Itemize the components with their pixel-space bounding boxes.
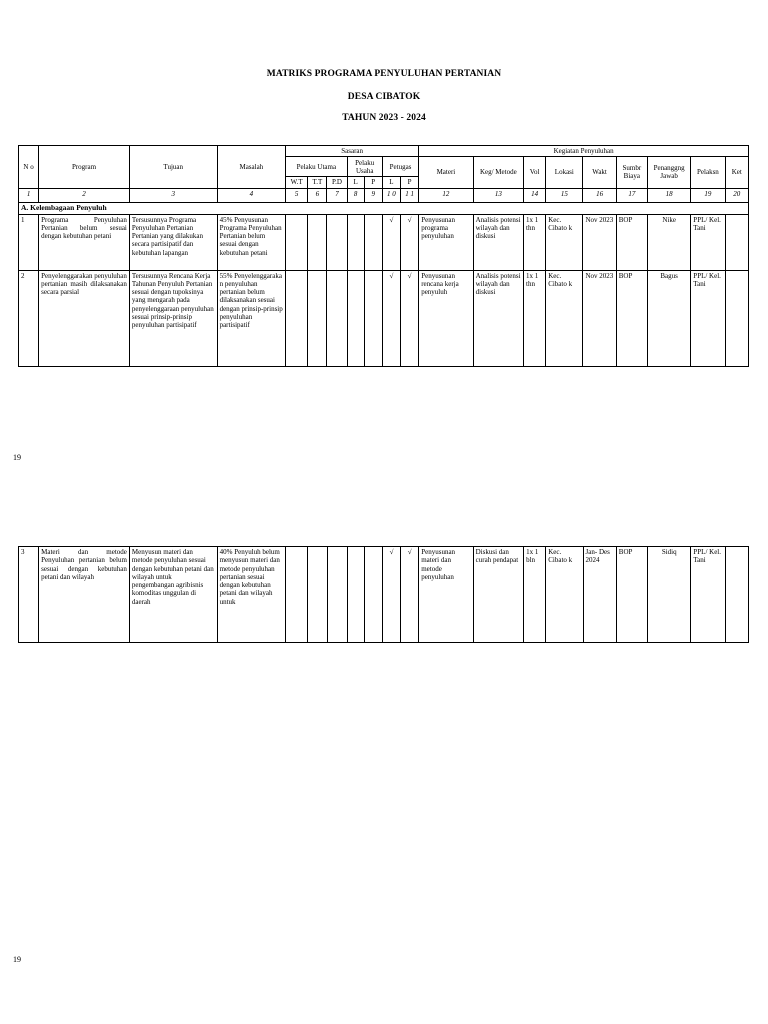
header-masalah: Masalah (217, 146, 286, 189)
header-sub-p: P (400, 177, 418, 188)
row-cell-empty (286, 270, 308, 366)
row-check-petugas-p: √ (400, 214, 418, 270)
row-materi: Penyusunan materi dan metode penyuluhan (419, 547, 473, 643)
header-tujuan: Tujuan (129, 146, 217, 189)
row-no: 3 (19, 547, 39, 643)
row-masalah: 45% Penyusunan Programa Penyuluhan Pertanian belum sesuai dengan kebutuhan petani (217, 214, 286, 270)
row-metode: Analisis potensi wilayah dan diskusi (473, 214, 523, 270)
header-penanggung-jawab: Penanggng Jawab (647, 157, 690, 188)
header-materi: Materi (419, 157, 473, 188)
row-pelaksana: PPL/ Kel. Tani (691, 270, 725, 366)
row-no: 2 (19, 270, 39, 366)
column-number-row (19, 188, 749, 202)
row-biaya: BOP (616, 547, 647, 643)
row-check-petugas-p: √ (401, 547, 419, 643)
row-metode: Diskusi dan curah pendapat (473, 547, 523, 643)
row-cell-empty (308, 214, 327, 270)
row-waktu: Nov 2023 (583, 270, 616, 366)
row-biaya: BOP (616, 270, 647, 366)
row-check-petugas-p: √ (400, 270, 418, 366)
column-number: 16 (583, 188, 616, 202)
column-number: 1 0 (382, 188, 400, 202)
row-tujuan: Menyusun materi dan metode penyuluhan sesuai dengan kebutuhan petani dan wilayah untuk pengembangan agribisnis komoditas unggulan di daerah (129, 547, 217, 643)
row-cell-empty (347, 270, 364, 366)
row-biaya: BOP (616, 214, 647, 270)
column-number: 12 (419, 188, 473, 202)
row-cell-empty (327, 547, 347, 643)
row-penanggung-jawab: Bagus (647, 270, 690, 366)
header-pelaksana: Pelaksn (691, 157, 725, 188)
column-number: 5 (286, 188, 308, 202)
column-number: 8 (347, 188, 364, 202)
row-vol: 1x 1 bln (524, 547, 546, 643)
row-cell-empty (308, 547, 327, 643)
column-number: 15 (546, 188, 583, 202)
row-penanggung-jawab: Nike (647, 214, 690, 270)
row-program: Materi dan metode Penyuluhan pertanian belum sesuai dengan kebutuhan petani dan wilayah (39, 547, 130, 643)
header-pelaku-usaha: Pelaku Usaha (347, 157, 382, 177)
row-masalah: 55% Penyelenggaraka n penyuluhan pertanian belum dilaksanakan sesuai dengan prinsip-prinsip penyuluhan partisipatif (217, 270, 286, 366)
row-vol: 1x 1 thn (524, 214, 546, 270)
row-pelaksana: PPL/ Kel. Tani (691, 214, 725, 270)
header-lokasi: Lokasi (546, 157, 583, 188)
section-heading: A. Kelembagaan Penyuluh (19, 202, 749, 214)
row-check-petugas-l: √ (382, 270, 400, 366)
row-ket (725, 270, 748, 366)
row-check-petugas-l: √ (382, 547, 400, 643)
matrix-table-part-1 (18, 145, 749, 367)
row-pelaksana: PPL/ Kel. Tani (691, 547, 725, 643)
column-number: 1 1 (400, 188, 418, 202)
header-no: N o (19, 146, 39, 189)
row-waktu: Jan- Des 2024 (583, 547, 616, 643)
column-number: 20 (725, 188, 748, 202)
row-cell-empty (327, 270, 347, 366)
row-cell-empty (364, 547, 382, 643)
header-sumber-biaya: Sumbr Biaya (616, 157, 647, 188)
header-ket: Ket (725, 157, 748, 188)
page-number: 19 (13, 453, 21, 462)
row-cell-empty (347, 214, 364, 270)
header-sub-p: P (364, 177, 382, 188)
matrix-table-part-2 (18, 546, 749, 643)
row-lokasi: Kec. Cibato k (546, 270, 583, 366)
header-vol: Vol (524, 157, 546, 188)
header-pelaku-utama: Pelaku Utama (286, 157, 347, 177)
column-number: 2 (39, 188, 130, 202)
column-number: 1 (19, 188, 39, 202)
column-number: 6 (308, 188, 327, 202)
table-row (19, 270, 749, 366)
row-waktu: Nov 2023 (583, 214, 616, 270)
header-program: Program (39, 146, 130, 189)
row-cell-empty (364, 270, 382, 366)
row-penanggung-jawab: Sidiq (648, 547, 691, 643)
header-sub-l: L (382, 177, 400, 188)
row-check-petugas-l: √ (382, 214, 400, 270)
header-sub-wt: W.T (286, 177, 308, 188)
header-sub-l: L (347, 177, 364, 188)
page-number: 19 (13, 955, 21, 964)
column-number: 13 (473, 188, 523, 202)
row-materi: Penyusunan programa penyuluhan (419, 214, 473, 270)
row-program: Penyelenggarakan penyuluhan pertanian masih dilaksanakan secara parsial (39, 270, 130, 366)
header-keg-metode: Keg/ Metode (473, 157, 523, 188)
header-sub-pd: P.D (327, 177, 347, 188)
row-masalah: 40% Penyuluh belum menyusun materi dan metode penyuluhan pertanian sesuai dengan kebutuhan petani dan wilayah untuk (217, 547, 286, 643)
document-title: MATRIKS PROGRAMA PENYULUHAN PERTANIAN (266, 69, 502, 79)
column-number: 14 (524, 188, 546, 202)
column-number: 19 (691, 188, 725, 202)
header-waktu: Wakt (583, 157, 616, 188)
table-row (19, 547, 749, 643)
document-subtitle-village: DESA CIBATOK (347, 92, 421, 102)
column-number: 4 (217, 188, 286, 202)
header-sub-tt: T.T (308, 177, 327, 188)
row-cell-empty (286, 214, 308, 270)
column-number: 3 (129, 188, 217, 202)
column-number: 17 (616, 188, 647, 202)
row-cell-empty (364, 214, 382, 270)
header-kegiatan: Kegiatan Penyuluhan (419, 146, 749, 157)
row-ket (725, 547, 748, 643)
column-number: 18 (647, 188, 690, 202)
row-program: Programa Penyuluhan Pertanian belum sesuai dengan kebutuhan petani (39, 214, 130, 270)
column-number: 7 (327, 188, 347, 202)
row-cell-empty (308, 270, 327, 366)
column-number: 9 (364, 188, 382, 202)
row-lokasi: Kec. Cibato k (546, 214, 583, 270)
row-lokasi: Kec. Cibato k (546, 547, 583, 643)
header-sasaran: Sasaran (286, 146, 419, 157)
row-cell-empty (327, 214, 347, 270)
table-row (19, 214, 749, 270)
row-tujuan: Tersusunnya Programa Penyuluhan Pertanian Pertanian yang dilakukan secara partisipatif dan kebutuhan lapangan (129, 214, 217, 270)
row-metode: Analisis potensi wilayah dan diskusi (473, 270, 523, 366)
row-materi: Penyusunan rencana kerja penyuluh (419, 270, 473, 366)
header-petugas: Petugas (382, 157, 418, 177)
document-subtitle-year: TAHUN 2023 - 2024 (342, 113, 426, 123)
row-cell-empty (286, 547, 308, 643)
row-cell-empty (347, 547, 364, 643)
row-no: 1 (19, 214, 39, 270)
row-tujuan: Tersusunnya Rencana Kerja Tahunan Penyuluh Pertanian sesuai dengan tupoksinya yang mengarah pada penyelenggaraan penyuluhan sesuai prinsip-prinsip penyuluhan partisipatif (129, 270, 217, 366)
row-vol: 1x 1 thn (524, 270, 546, 366)
row-ket (725, 214, 748, 270)
